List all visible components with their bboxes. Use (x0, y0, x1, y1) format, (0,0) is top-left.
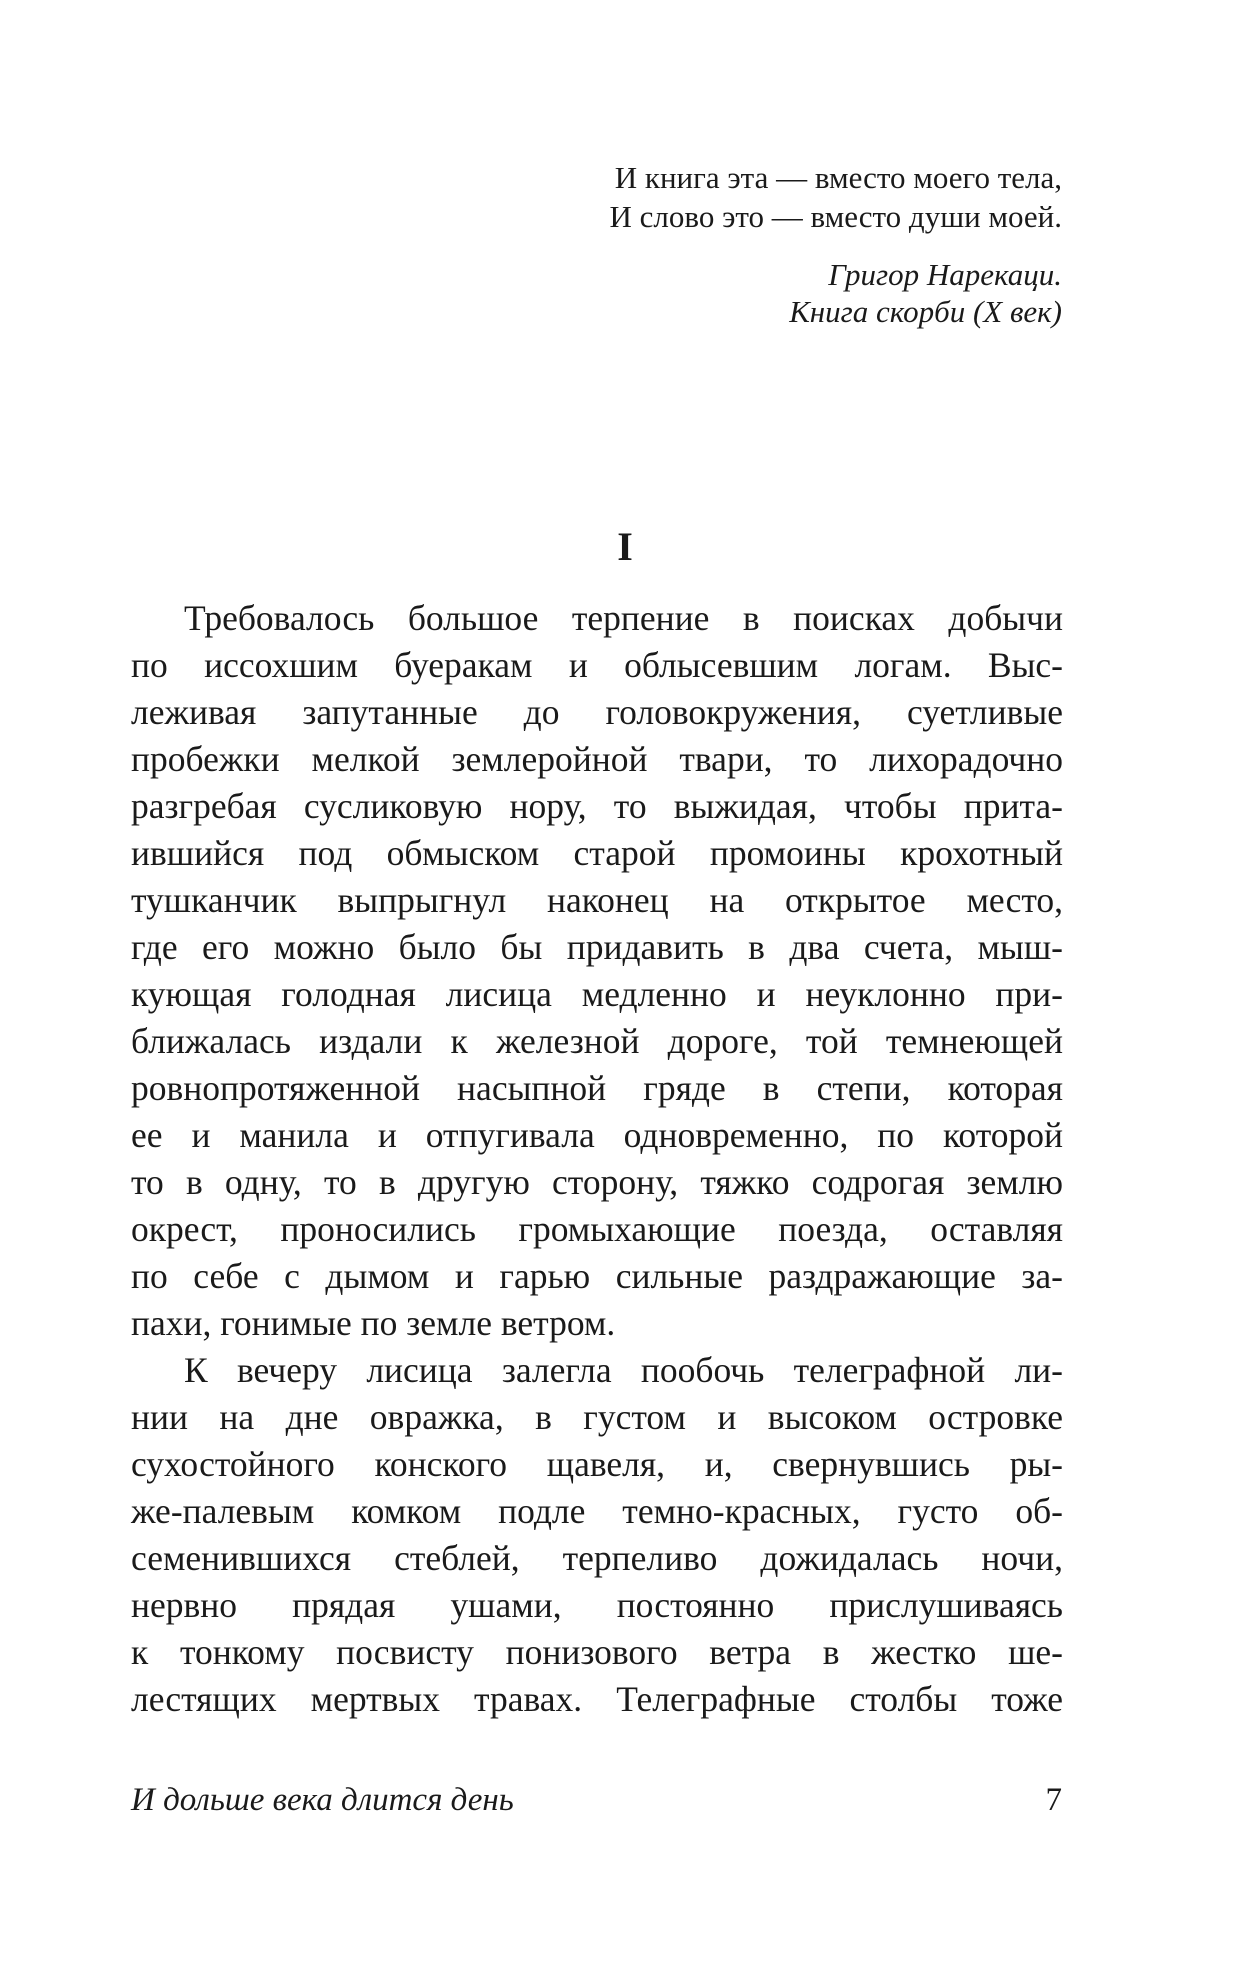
text-line: окрест, проносились громыхающие поезда, оставляя (131, 1209, 1063, 1249)
text-line: где его можно было бы придавить в два счета, мыш- (131, 927, 1063, 967)
chapter-number: I (617, 524, 633, 569)
text-line: ее и манила и отпугивала одновременно, по которой (131, 1115, 1063, 1155)
text-line: сухостойного конского щавеля, и, свернувшись ры- (131, 1444, 1063, 1484)
text-line: тушканчик выпрыгнул наконец на открытое место, (131, 880, 1063, 920)
text-line: К вечеру лисица залегла пообочь телеграфной ли- (184, 1350, 1063, 1390)
text-line: же-палевым комком подле темно-красных, густо об- (131, 1491, 1063, 1531)
text-line: к тонкому посвисту понизового ветра в жестко ше- (131, 1632, 1063, 1672)
epigraph-author: Григор Нарекаци. (828, 257, 1062, 292)
text-line: то в одну, то в другую сторону, тяжко содрогая землю (131, 1162, 1063, 1202)
text-line: нии на дне овражка, в густом и высоком островке (131, 1397, 1063, 1437)
text-line: ближалась издали к железной дороге, той темнеющей (131, 1021, 1063, 1061)
running-footer-title: И дольше века длится день (131, 1782, 514, 1818)
epigraph-line: И слово это — вместо души моей. (609, 199, 1062, 234)
text-line: леживая запутанные до головокружения, суетливые (131, 692, 1063, 732)
text-line: Требовалось большое терпение в поисках добычи (184, 598, 1063, 638)
text-line: по себе с дымом и гарью сильные раздражающие за- (131, 1256, 1063, 1296)
text-line: пахи, гонимые по земле ветром. (131, 1303, 616, 1343)
text-line: лестящих мертвых травах. Телеграфные столбы тоже (131, 1679, 1063, 1719)
text-line: пробежки мелкой землеройной твари, то лихорадочно (131, 739, 1063, 779)
text-line: ившийся под обмыском старой промоины крохотный (131, 833, 1063, 873)
text-line: кующая голодная лисица медленно и неуклонно при- (131, 974, 1063, 1014)
text-line: разгребая сусликовую нору, то выжидая, чтобы прита- (131, 786, 1063, 826)
epigraph-source: Книга скорби (X век) (789, 294, 1062, 329)
epigraph-line: И книга эта — вместо моего тела, (614, 160, 1062, 195)
page-number: 7 (1045, 1782, 1062, 1818)
text-line: ровнопротяженной насыпной гряде в степи, которая (131, 1068, 1063, 1108)
text-line: семенившихся стеблей, терпеливо дожидалась ночи, (131, 1538, 1063, 1578)
text-line: по иссохшим буеракам и облысевшим логам. Выс- (131, 645, 1063, 685)
text-line: нервно прядая ушами, постоянно прислушиваясь (131, 1585, 1063, 1625)
